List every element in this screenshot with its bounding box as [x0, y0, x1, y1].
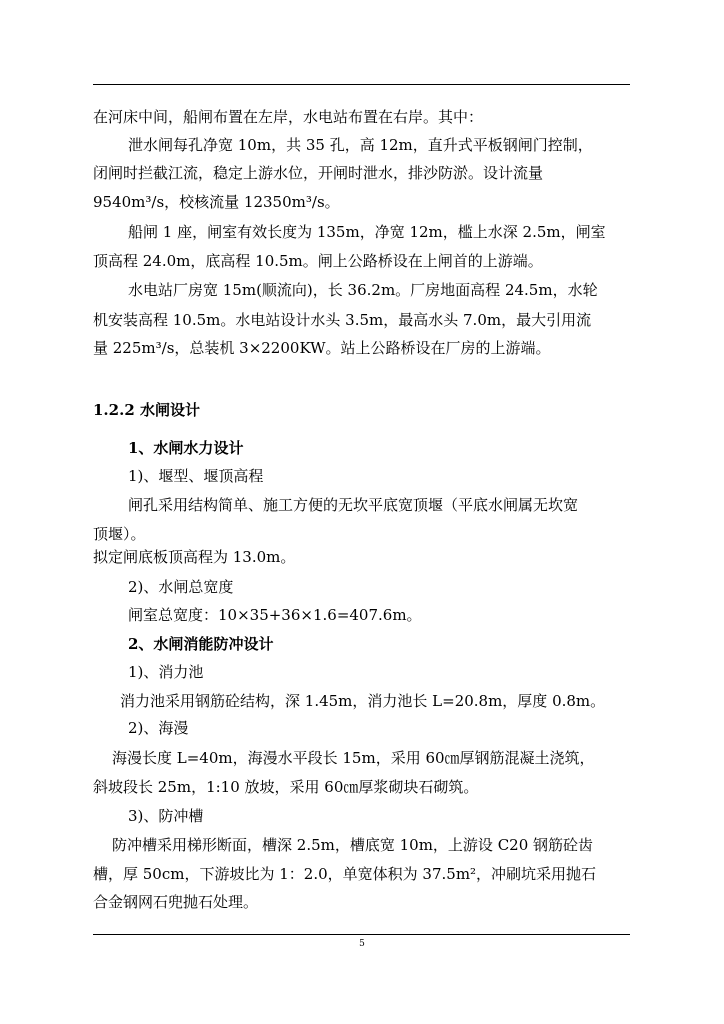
item-heading: 2)、水闸总宽度: [128, 578, 234, 596]
subsection-heading: 1、水闸水力设计: [128, 439, 244, 457]
page-number: 5: [359, 939, 365, 949]
body-text-line: 海漫长度 L=40m，海漫水平段长 15m，采用 60㎝厚钢筋混凝土浇筑，: [112, 749, 595, 767]
body-text-line: 水电站厂房宽 15m(顺流向)，长 36.2m。厂房地面高程 24.5m，水轮: [128, 281, 598, 299]
body-text-line: 合金钢网石兜抛石处理。: [93, 893, 259, 911]
body-text-line: 机安装高程 10.5m。水电站设计水头 3.5m，最高水头 7.0m，最大引用流: [93, 311, 592, 329]
body-text-line: 在河床中间，船闸布置在左岸，水电站布置在右岸。其中：: [93, 108, 484, 126]
body-text-line: 槽，厚 50cm，下游坡比为 1：2.0，单宽体积为 37.5m²，冲刷坑采用抛石: [93, 865, 597, 883]
item-heading: 2)、海漫: [128, 719, 189, 737]
item-heading: 3)、防冲槽: [128, 807, 204, 825]
footer-rule: [93, 934, 630, 935]
item-heading: 1)、堰型、堰顶高程: [128, 467, 264, 485]
body-text-line: 顶堰）。: [93, 525, 146, 543]
body-text-line: 防冲槽采用梯形断面，槽深 2.5m，槽底宽 10m，上游设 C20 钢筋砼齿: [112, 836, 594, 854]
section-heading: 1.2.2 水闸设计: [93, 401, 200, 419]
body-text-line: 船闸 1 座，闸室有效长度为 135m，净宽 12m，槛上水深 2.5m，闸室: [128, 223, 606, 241]
body-text-line: 量 225m³/s，总装机 3×2200KW。站上公路桥设在厂房的上游端。: [93, 339, 551, 357]
item-heading: 1)、消力池: [128, 663, 204, 681]
body-text-line: 拟定闸底板顶高程为 13.0m。: [93, 548, 296, 566]
header-rule: [93, 84, 630, 85]
body-text-line: 闸孔采用结构简单、施工方便的无坎平底宽顶堰（平底水闸属无坎宽: [128, 496, 579, 514]
body-text-line: 顶高程 24.0m，底高程 10.5m。闸上公路桥设在上闸首的上游端。: [93, 252, 543, 270]
subsection-heading: 2、水闸消能防冲设计: [128, 635, 274, 653]
body-text-line: 消力池采用钢筋砼结构，深 1.45m，消力池长 L=20.8m，厚度 0.8m。: [120, 692, 606, 710]
body-text-line: 泄水闸每孔净宽 10m，共 35 孔，高 12m，直升式平板钢闸门控制，: [128, 136, 593, 154]
body-text-line: 斜坡段长 25m，1:10 放坡，采用 60㎝厚浆砌块石砌筑。: [93, 778, 479, 796]
body-text-line: 9540m³/s，校核流量 12350m³/s。: [93, 193, 340, 211]
body-text-line: 闸室总宽度：10×35+36×1.6=407.6m。: [128, 606, 422, 624]
body-text-line: 闭闸时拦截江流，稳定上游水位，开闸时泄水，排沙防淤。设计流量: [93, 164, 544, 182]
